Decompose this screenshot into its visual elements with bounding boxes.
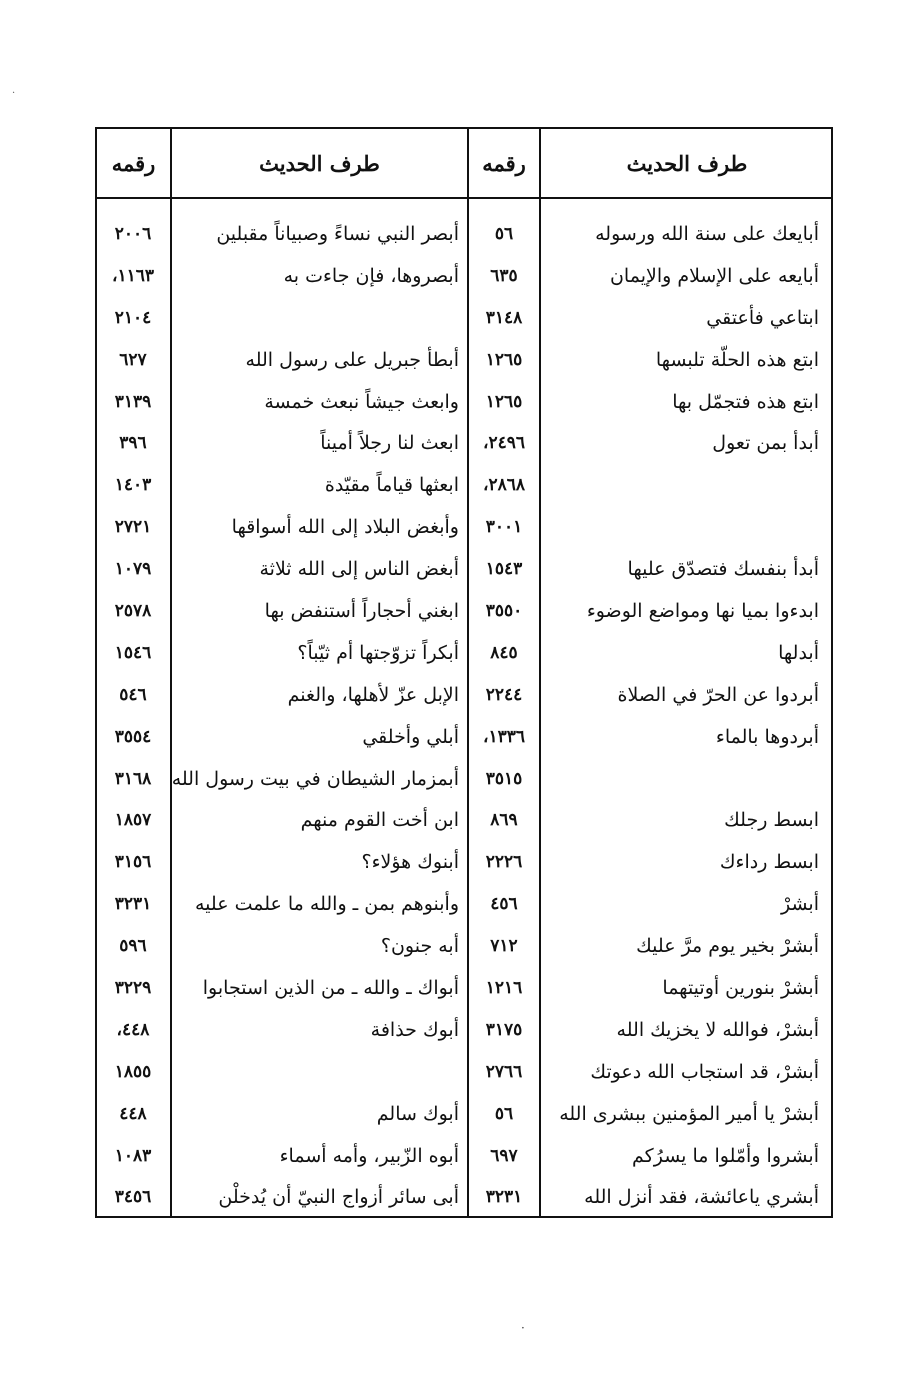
table-row: [97, 1093, 831, 1135]
hadith-text-left: ابن أخت القوم منهم: [300, 809, 459, 832]
hadith-text-right: ابتع هذه الحلّة تلبسها: [655, 348, 819, 371]
hadith-text-left: أبى سائر أزواج النبيّ أن يُدخلْن: [218, 1186, 459, 1209]
hadith-text-left: ابغني أحجاراً أستنفض بها: [264, 599, 459, 622]
table-row: [97, 799, 831, 841]
hadith-number-left: ٣٩٦: [119, 433, 147, 454]
table-row: [97, 590, 831, 632]
header-number-right: رقمه: [482, 150, 526, 176]
hadith-number-right: ٣٢٣١: [485, 1187, 523, 1208]
table-row: [97, 758, 831, 800]
hadith-text-right: أبشرْ: [781, 893, 819, 916]
hadith-text-left: أبه جنون؟: [380, 935, 459, 958]
hadith-text-left: وابعث جيشاً نبعث خمسة: [264, 390, 459, 413]
hadith-number-right: ٣٠٠١: [485, 517, 523, 538]
hadith-text-left: ابعثها قياماً مقيّدة: [324, 474, 459, 497]
hadith-number-right: ٥٦: [494, 1103, 514, 1124]
hadith-number-right: ٨٤٥: [490, 642, 518, 663]
hadith-number-left: ٣٢٢٩: [114, 977, 152, 998]
hadith-text-right: أبدأ بنفسك فتصدّق عليها: [627, 558, 819, 581]
table-row: [97, 381, 831, 423]
hadith-number-right: ٢٢٤٤: [485, 684, 523, 705]
hadith-number-right: ٦٩٧: [490, 1145, 518, 1166]
hadith-text-right: أبايعه على الإسلام والإيمان: [609, 264, 819, 287]
table-row: [97, 213, 831, 255]
hadith-text-right: أبدأ بمن تعول: [712, 432, 819, 455]
hadith-text-left: وأبنوهم بمن ـ والله ما علمت عليه: [195, 893, 459, 916]
hadith-number-left: ٢٠٠٦: [114, 223, 152, 244]
table-row: [97, 925, 831, 967]
hadith-text-right: أبردوا عن الحرّ في الصلاة: [617, 683, 819, 706]
hadith-number-right: ٢٢٢٦: [485, 852, 523, 873]
hadith-number-right: ٦٣٥: [490, 265, 518, 286]
hadith-number-left: ١٤٠٣: [114, 475, 152, 496]
table-row: [97, 1176, 831, 1218]
hadith-number-right: ٣١٧٥: [485, 1019, 523, 1040]
hadith-text-left: ابعث لنا رجلاً أميناً: [320, 432, 459, 455]
table-row: [97, 339, 831, 381]
hadith-number-left: ٣٥٥٤: [114, 726, 152, 747]
hadith-number-left: ١١٦٣،: [111, 265, 155, 286]
table-row: [97, 297, 831, 339]
hadith-text-right: ابتع هذه فتجمّل بها: [672, 390, 819, 413]
hadith-number-right: ٢٧٦٦: [485, 1061, 523, 1082]
hadith-number-right: ١٣٣٦،: [482, 726, 526, 747]
table-row: [97, 883, 831, 925]
hadith-text-right: أبايعك على سنة الله ورسوله: [595, 222, 819, 245]
hadith-number-left: ٣١٣٩: [114, 391, 152, 412]
hadith-text-left: أبصر النبي نساءً وصبياناً مقبلين: [216, 222, 459, 245]
hadith-text-right: أبشري ياعائشة، فقد أنزل الله: [584, 1186, 819, 1209]
hadith-number-left: ١٠٧٩: [114, 559, 152, 580]
table-row: [97, 548, 831, 590]
hadith-text-right: ابسط رداءك: [719, 851, 819, 874]
hadith-text-left: أبوك حذافة: [370, 1018, 459, 1041]
hadith-text-left: [172, 1051, 459, 1093]
hadith-number-left: ١٨٥٧: [114, 810, 152, 831]
table-row: [97, 422, 831, 464]
hadith-text-left: أبنوك هؤلاء؟: [361, 851, 459, 874]
hadith-number-left: ٣٤٥٦: [114, 1187, 152, 1208]
table-row: [97, 716, 831, 758]
hadith-text-right: [541, 506, 825, 548]
hadith-text-right: [541, 758, 825, 800]
hadith-number-left: ٣١٦٨: [114, 768, 152, 789]
table-row: [97, 841, 831, 883]
hadith-text-right: أبردوها بالماء: [715, 725, 819, 748]
hadith-number-left: ٢١٠٤: [114, 307, 152, 328]
hadith-text-left: أبمزمار الشيطان في بيت رسول الله: [171, 767, 459, 790]
hadith-number-left: ١٥٤٦: [114, 642, 152, 663]
hadith-text-left: أبلي وأخلقي: [362, 725, 459, 748]
hadith-text-right: [541, 464, 825, 506]
hadith-text-right: ابتاعي فأعتقي: [706, 306, 819, 329]
hadith-text-right: أبدلها: [778, 641, 819, 664]
table-row: [97, 464, 831, 506]
hadith-number-right: ١٢١٦: [485, 977, 523, 998]
table-row: [97, 674, 831, 716]
table-row: [97, 506, 831, 548]
hadith-number-left: ٥٩٦: [119, 936, 147, 957]
table-row: [97, 1051, 831, 1093]
hadith-text-left: وأبغض البلاد إلى الله أسواقها: [231, 516, 459, 539]
page-speck: ·: [521, 1321, 525, 1335]
hadith-number-right: ١٥٤٣: [485, 559, 523, 580]
hadith-number-right: ٤٥٦: [490, 894, 518, 915]
hadith-number-right: ٣٥٥٠: [485, 600, 523, 621]
hadith-number-left: ١٠٨٣: [114, 1145, 152, 1166]
hadith-number-left: ٢٧٢١: [114, 517, 152, 538]
hadith-text-right: ابسط رجلك: [724, 809, 819, 832]
hadith-text-left: أبغض الناس إلى الله ثلاثة: [259, 558, 459, 581]
page-speck: ·: [12, 88, 16, 99]
header-hadith-right: طرف الحديث: [626, 150, 748, 176]
hadith-text-left: أبوه الزّبير، وأمه أسماء: [279, 1144, 459, 1167]
hadith-number-right: ١٢٦٥: [485, 349, 523, 370]
hadith-number-right: ٢٨٦٨،: [482, 475, 526, 496]
hadith-text-left: أبكراً تزوّجتها أم ثيّباً؟: [297, 641, 459, 664]
hadith-number-right: ٣٥١٥: [485, 768, 523, 789]
header-hadith-left: طرف الحديث: [259, 150, 380, 176]
hadith-number-left: ٦٢٧: [119, 349, 147, 370]
table-row: [97, 1009, 831, 1051]
hadith-text-left: أبواك ـ والله ـ من الذين استجابوا: [202, 976, 459, 999]
hadith-text-left: أبطأ جبريل على رسول الله: [245, 348, 459, 371]
table-row: [97, 967, 831, 1009]
hadith-text-right: ابدءوا بميا نها ومواضع الوضوء: [586, 599, 819, 622]
hadith-number-right: ٢٤٩٦،: [482, 433, 526, 454]
hadith-text-left: [172, 297, 459, 339]
table-row: [97, 255, 831, 297]
hadith-number-right: ٧١٢: [490, 936, 518, 957]
hadith-number-right: ٥٦: [494, 223, 514, 244]
hadith-text-right: أبشرْ، قد استجاب الله دعوتك: [590, 1060, 819, 1083]
hadith-text-right: أبشرْ، فوالله لا يخزيك الله: [616, 1018, 819, 1041]
hadith-number-right: ٨٦٩: [490, 810, 518, 831]
hadith-number-left: ٤٤٨،: [116, 1019, 150, 1040]
table-row: [97, 1135, 831, 1177]
hadith-text-right: أبشرْ بنورين أوتيتهما: [662, 976, 819, 999]
hadith-text-left: أبصروها، فإن جاءت به: [283, 264, 459, 287]
hadith-number-left: ٣٢٣١: [114, 894, 152, 915]
hadith-text-left: الإبل عزّ لأهلها، والغنم: [287, 683, 459, 706]
hadith-text-left: أبوك سالم: [376, 1102, 459, 1125]
hadith-number-left: ٣١٥٦: [114, 852, 152, 873]
hadith-index-table: [95, 127, 833, 1218]
hadith-text-right: أبشرْ بخير يوم مرَّ عليك: [636, 935, 819, 958]
header-number-left: رقمه: [111, 150, 156, 176]
hadith-number-left: ١٨٥٥: [114, 1061, 152, 1082]
hadith-text-right: أبشروا وأمّلوا ما يسرُكم: [632, 1144, 819, 1167]
hadith-number-right: ٣١٤٨: [485, 307, 523, 328]
table-body: [97, 213, 831, 1218]
hadith-number-left: ٥٤٦: [119, 684, 147, 705]
hadith-number-left: ٢٥٧٨: [114, 600, 152, 621]
table-row: [97, 632, 831, 674]
hadith-number-right: ١٢٦٥: [485, 391, 523, 412]
hadith-number-left: ٤٤٨: [119, 1103, 147, 1124]
hadith-text-right: أبشرْ يا أمير المؤمنين ببشرى الله: [559, 1102, 819, 1125]
